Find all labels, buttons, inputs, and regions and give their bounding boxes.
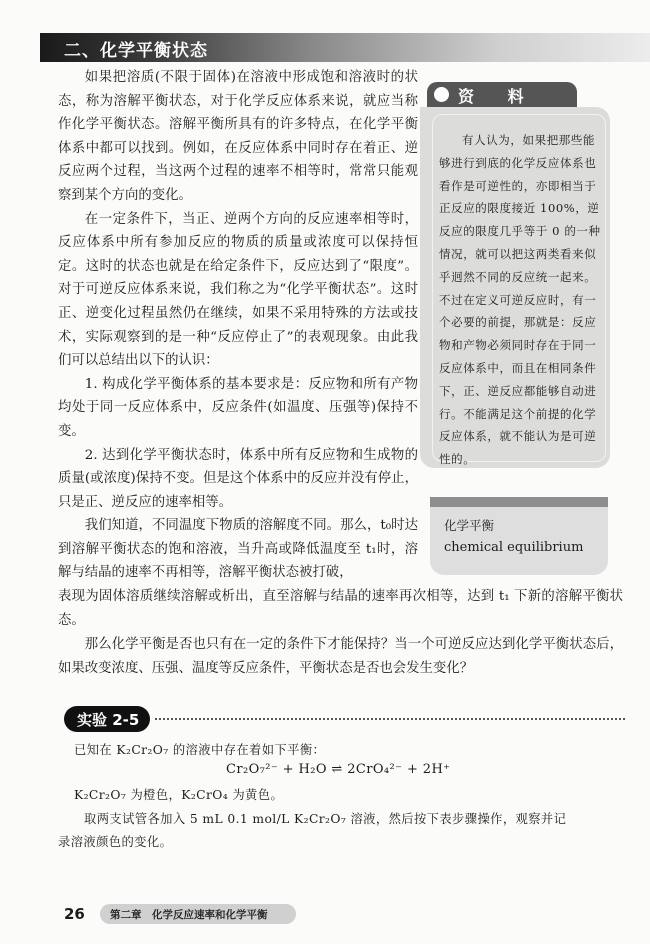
paragraph: 1. 构成化学平衡体系的基本要求是：反应物和所有产物均处于同一反应体系中，反应条件(如温度、压强等)保持不变。 bbox=[58, 376, 418, 439]
circle-icon bbox=[434, 87, 449, 102]
experiment-badge: 实验 2-5 bbox=[64, 706, 150, 732]
paragraph-wide: 表现为固体溶质继续溶解或析出，直至溶解与结晶的速率再次相等，达到 t₁ 下新的溶解平衡状态。 bbox=[58, 589, 623, 628]
section-title: 二、化学平衡状态 bbox=[64, 41, 208, 61]
experiment-line: 取两支试管各加入 5 mL 0.1 mol/L K₂Cr₂O₇ 溶液，然后按下表步骤操作，观察并记 bbox=[84, 812, 567, 826]
experiment-line: 录溶液颜色的变化。 bbox=[58, 835, 173, 849]
paragraph: 在一定条件下，当正、逆两个方向的反应速率相等时，反应体系中所有参加反应的物质的质量或浓度可以保持恒定。这时的状态也就是在给定条件下，反应达到了“限度”。对于可逆反应体系来说，我们称之为“化学平衡状态”。这时正、逆变化过程虽然仍在继续，如果不采用特殊的方法或技术，实际观察到的是一种“反应停止了”的表观现象。由此我们可以总结出以下的认识： bbox=[58, 211, 418, 369]
term-box bbox=[430, 497, 608, 575]
term-chinese: 化学平衡 bbox=[444, 518, 495, 533]
experiment-line: K₂Cr₂O₇ 为橙色，K₂CrO₄ 为黄色。 bbox=[74, 788, 284, 802]
paragraph: 如果把溶质(不限于固体)在溶液中形成饱和溶液时的状态，称为溶解平衡状态，对于化学反应体系来说，就应当称作化学平衡状态。溶解平衡所具有的许多特点，在化学平衡体系中都可以找到。例如，在反应体系中同时存在着正、逆反应两个过程，当这两个过程的速率不相等时，常常只能观察到某个方向的变化。 bbox=[58, 70, 418, 203]
experiment-line: 已知在 K₂Cr₂O₇ 的溶液中存在着如下平衡： bbox=[74, 743, 326, 757]
chapter-label: 第二章 化学反应速率和化学平衡 bbox=[100, 904, 296, 924]
paragraph: 我们知道，不同温度下物质的溶解度不同。那么，t₀时达到溶解平衡状态的饱和溶液，当升高或降低温度至 t₁时，溶解与结晶的速率不再相等，溶解平衡状态被打破， bbox=[58, 518, 418, 581]
reference-title: 资 料 bbox=[458, 87, 538, 106]
paragraph-wide: 那么化学平衡是否也只有在一定的条件下才能保持？当一个可逆反应达到化学平衡状态后，如果改变浓度、压强、温度等反应条件，平衡状态是否也会发生变化？ bbox=[58, 637, 623, 676]
main-text-column bbox=[58, 66, 418, 585]
reference-text: 有人认为，如果把那些能够进行到底的化学反应体系也看作是可逆性的，亦即相当于正反应的限度接近 100%，逆反应的限度几乎等于 0 的一种情况，就可以把这两类看来似乎迥然不同的反应统一起来。不过在定义可逆反应时，有一个必要的前提，那就是：反应物和产物必须同时存在于同一反应体系中，而且在相同条件下，正、逆反应都能够自动进行。不能满足这个前提的化学反应体系，就不能认为是可逆性的。 bbox=[439, 133, 601, 467]
reference-content bbox=[432, 114, 606, 467]
page-number: 26 bbox=[64, 905, 85, 923]
term-box-strip bbox=[430, 497, 608, 507]
dotted-divider bbox=[155, 718, 625, 720]
term-english: chemical equilibrium bbox=[444, 540, 584, 555]
chemical-equation: Cr₂O₇²⁻ + H₂O ⇌ 2CrO₄²⁻ + 2H⁺ bbox=[226, 762, 451, 777]
paragraph: 2. 达到化学平衡状态时，体系中所有反应物和生成物的质量(或浓度)保持不变。但是这个体系中的反应并没有停止，只是正、逆反应的速率相等。 bbox=[58, 447, 418, 510]
